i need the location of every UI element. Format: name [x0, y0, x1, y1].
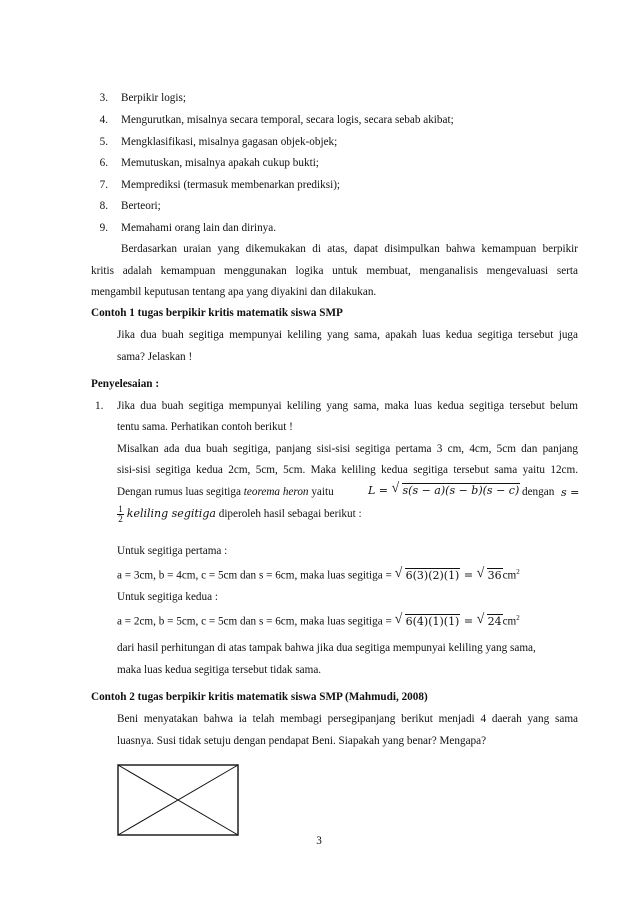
page-number: 3 — [316, 835, 322, 847]
second-triangle-title: Untuk segitiga kedua : — [117, 591, 218, 603]
conclusion-line: dari hasil perhitungan di atas tampak bahwa jika dua segitiga mempunyai keliling yang sama, — [117, 642, 536, 654]
sqrt-symbol: √ 36 — [476, 565, 502, 582]
list-item-text: Berteori; — [121, 200, 161, 212]
summary-line: Berdasarkan uraian yang dikemukakan di atas, dapat disimpulkan bahwa kemampuan berpikir — [121, 243, 578, 255]
list-item-text: Mengklasifikasi, misalnya gagasan objek-objek; — [121, 136, 338, 148]
example2-line: luasnya. Susi tidak setuju dengan pendapat Beni. Siapakah yang benar? Mengapa? — [117, 735, 487, 747]
list-item-text: Memutuskan, misalnya apakah cukup bukti; — [121, 157, 319, 169]
solution-number: 1. — [95, 400, 104, 412]
list-number: 6. — [99, 157, 108, 169]
formula-radicand: s(s − a)(s − b)(s − c) — [402, 484, 520, 497]
sqrt-symbol: √ 6(4)(1)(1) — [394, 611, 460, 628]
first-result: 36 — [487, 568, 502, 582]
summary-line: kritis adalah kemampuan menggunakan logika untuk membuat, menganalisis mengevaluasi serta — [91, 265, 578, 277]
solution-heading: Penyelesaian : — [91, 378, 160, 390]
unit-exponent: 2 — [516, 568, 520, 576]
list-number: 4. — [99, 114, 108, 126]
solution-line: Jika dua buah segitiga mempunyai keliling yang sama, maka luas kedua segitiga tersebut belum — [117, 400, 578, 412]
conclusion-line: maka luas kedua segitiga tersebut tidak sama. — [117, 664, 322, 676]
heron-formula — [368, 481, 520, 497]
sqrt-symbol: √ s(s − a)(s − b)(s − c) — [391, 481, 520, 497]
second-result: 24 — [487, 614, 502, 628]
list-number: 5. — [99, 136, 108, 148]
first-radicand: 6(3)(2)(1) — [405, 568, 460, 582]
unit-cm: cm — [502, 615, 517, 628]
sqrt-symbol: √ 24 — [476, 611, 502, 628]
first-triangle-title: Untuk segitiga pertama : — [117, 545, 228, 557]
fraction-half: $\frac{1}{2}$ — [118, 504, 123, 524]
list-number: 7. — [99, 179, 108, 191]
heron-line — [117, 486, 334, 498]
unit-exponent: 2 — [516, 614, 520, 622]
example2-line: Beni menyatakan bahwa ia telah membagi persegipanjang berikut menjadi 4 daerah yang sama — [117, 713, 578, 725]
keliling-segitiga: keliling segitiga — [126, 507, 216, 521]
heron-name: teorema heron — [243, 486, 309, 498]
question-line: sama? Jelaskan ! — [117, 351, 193, 363]
diperoleh-text: diperoleh hasil sebagai berikut : — [215, 508, 362, 521]
dengan-text: dengan — [522, 486, 555, 498]
summary-line: mengambil keputusan tentang apa yang diyakini dan dilakukan. — [91, 286, 377, 298]
heron-yaitu: yaitu — [308, 486, 334, 498]
list-item-text: Mengurutkan, misalnya secara temporal, secara logis, secara sebab akibat; — [121, 114, 454, 126]
unit-cm: cm — [502, 569, 517, 582]
first-triangle-calc: a = 3cm, b = 4cm, c = 5cm dan s = 6cm, maka luas segitiga = √ 6(3)(2)(1) = √ $36cm^2$ — [117, 565, 520, 582]
heron-text: Dengan rumus luas segitiga — [117, 486, 244, 498]
list-item-text: Memahami orang lain dan dirinya. — [121, 222, 277, 234]
list-item-text: Berpikir logis; — [121, 92, 186, 104]
second-triangle-calc: a = 2cm, b = 5cm, c = 5cm dan s = 6cm, maka luas segitiga = √ 6(4)(1)(1) = √ $24cm^2$ — [117, 611, 520, 628]
formula-lhs: L = — [368, 484, 392, 497]
second-radicand: 6(4)(1)(1) — [405, 614, 460, 628]
list-number: 9. — [99, 222, 108, 234]
solution-line: tentu sama. Perhatikan contoh berikut ! — [117, 421, 293, 433]
rectangle-diagonals-figure — [117, 764, 239, 836]
list-item-text: Memprediksi (termasuk membenarkan prediksi); — [121, 179, 341, 191]
solution-line: Misalkan ada dua buah segitiga, panjang sisi-sisi segitiga pertama 3 cm, 4cm, 5cm dan panjang — [117, 443, 578, 455]
section-heading: Contoh 2 tugas berpikir kritis matematik siswa SMP (Mahmudi, 2008) — [91, 691, 428, 703]
sqrt-symbol: √ 6(3)(2)(1) — [394, 565, 460, 582]
solution-line: sisi-sisi segitiga kedua 2cm, 5cm, 5cm. Maka keliling kedua segitiga tersebut sama yaitu 12cm. — [117, 464, 578, 476]
list-number: 3. — [99, 92, 108, 104]
section-heading: Contoh 1 tugas berpikir kritis matematik siswa SMP — [91, 307, 343, 319]
question-line: Jika dua buah segitiga mempunyai keliling yang sama, apakah luas kedua segitiga tersebut juga — [117, 329, 578, 341]
s-definition-line — [117, 505, 362, 524]
formula-s: s = — [561, 486, 580, 499]
list-number: 8. — [99, 200, 108, 212]
